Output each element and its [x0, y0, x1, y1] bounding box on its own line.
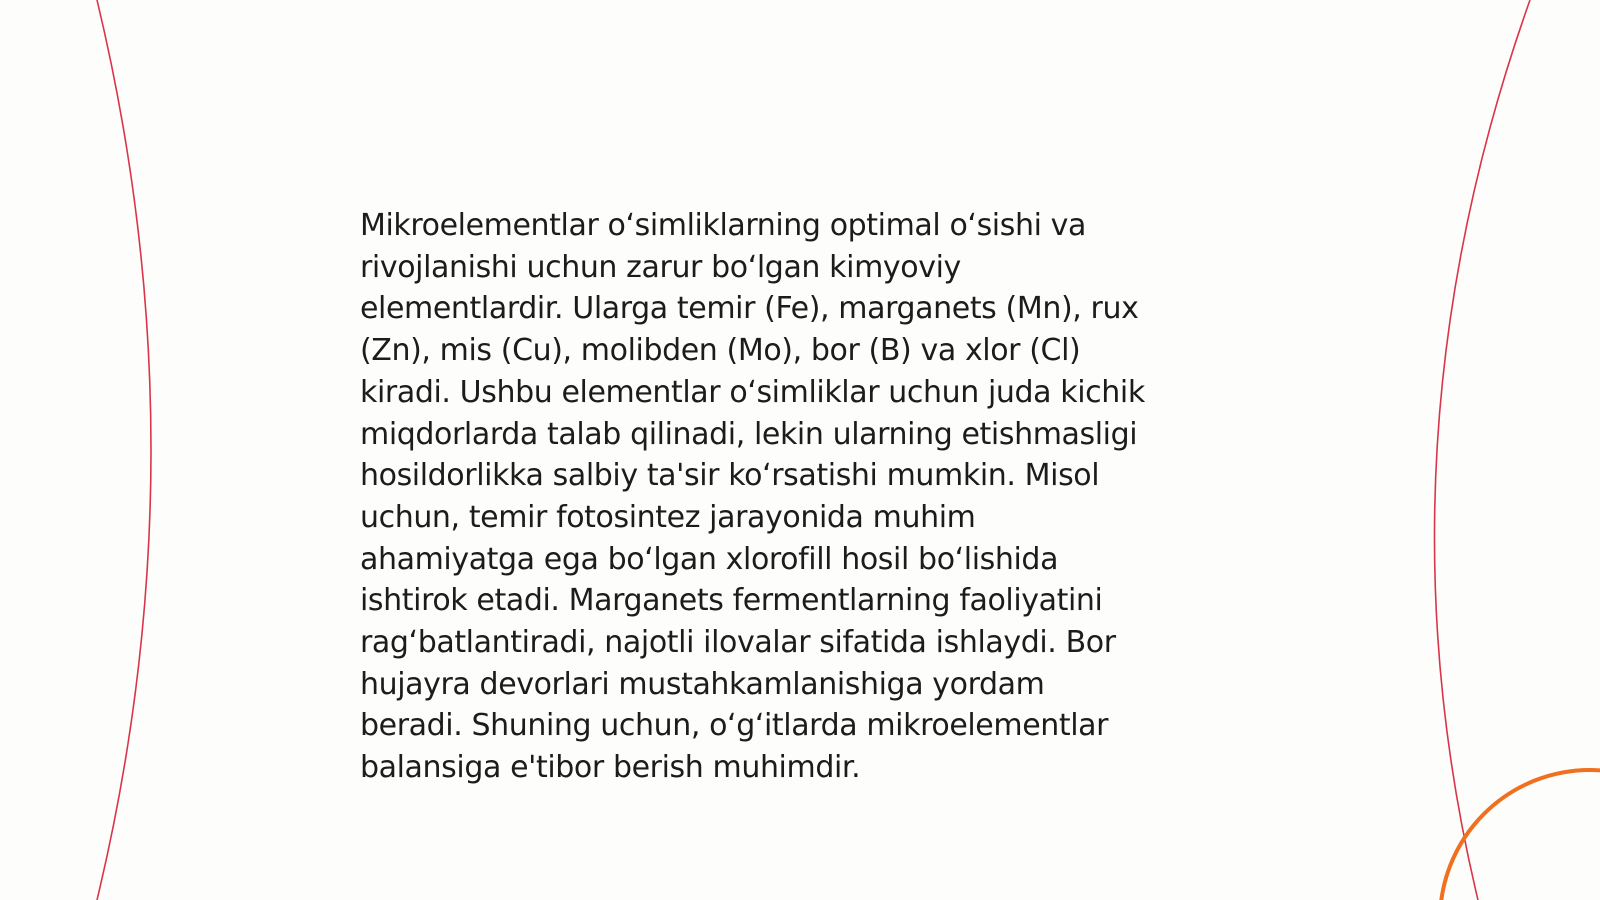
left-curve-line	[97, 0, 151, 900]
slide-body-text: Mikroelementlar o‘simliklarning optimal o‘sishi va rivojlanishi uchun zarur bo‘lgan kimyoviy elementlardir. Ularga temir (Fe), marganets (Mn), rux (Zn), mis (Cu), molibden (Mo), bor (B) va xlor (Cl) kiradi. Ushbu elementlar o‘simliklar uchun juda kichik miqdorlarda talab qilinadi, lekin ularning etishmasligi hosildorlikka salbiy ta'sir ko‘rsatishi mumkin. Misol uchun, temir fotosintez jarayonida muhim ahamiyatga ega bo‘lgan xlorofill hosil bo‘lishida ishtirok etadi. Marganets fermentlarning faoliyatini rag‘batlantiradi, najotli ilovalar sifatida ishlaydi. Bor hujayra devorlari mustahkamlanishiga yordam beradi. Shuning uchun, o‘g‘itlarda mikroelementlar balansiga e'tibor berish muhimdir.	[360, 208, 1145, 786]
orange-circle-accent	[1440, 770, 1600, 900]
right-curve-line	[1434, 0, 1530, 900]
